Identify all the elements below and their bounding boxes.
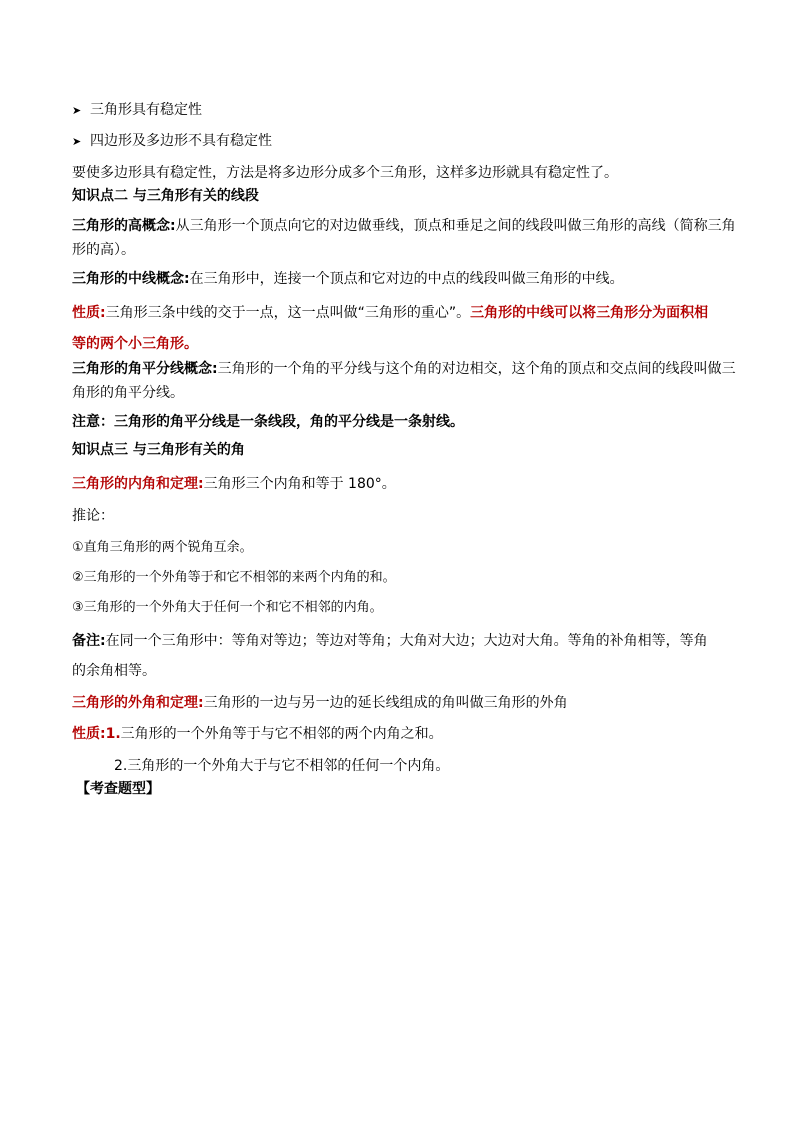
arrow-bullet-icon: ➤ (72, 104, 82, 117)
exterior-property-1: 性质:1.三角形的一个外角等于与它不相邻的两个内角之和。 (72, 726, 443, 742)
corollary-item: ②三角形的一个外角等于和它不相邻的来两个内角的和。 (72, 570, 396, 585)
note: 注意：三角形的角平分线是一条线段，角的平分线是一条射线。 (72, 414, 464, 430)
paragraph-stability: 要使多边形具有稳定性，方法是将多边形分成多个三角形，这样多边形就具有稳定性了。 (72, 165, 618, 181)
height-definition: 三角形的高概念:从三角形一个顶点向它的对边做垂线，顶点和垂足之间的线段叫做三角形的高线（简称三角 (72, 218, 736, 234)
bullet-item: ➤ 三角形具有稳定性 (72, 100, 202, 121)
bisector-definition-cont: 角形的角平分线。 (72, 385, 184, 401)
median-property: 性质:三角形三条中线的交于一点，这一点叫做“三角形的重心”。三角形的中线可以将三角形分为面积相 (72, 305, 709, 321)
exam-heading: 【考查题型】 (76, 781, 160, 797)
corollary-item: ③三角形的一个外角大于任何一个和它不相邻的内角。 (72, 600, 383, 615)
median-property-cont: 等的两个小三角形。 (72, 336, 198, 352)
section-heading: 知识点二 与三角形有关的线段 (72, 188, 259, 204)
median-definition: 三角形的中线概念:在三角形中，连接一个顶点和它对边的中点的线段叫做三角形的中线。 (72, 271, 624, 287)
corollary-item: ①直角三角形的两个锐角互余。 (72, 540, 253, 555)
interior-angle-theorem: 三角形的内角和定理:三角形三个内角和等于 180°。 (72, 476, 396, 492)
section-heading: 知识点三 与三角形有关的角 (72, 442, 245, 458)
remark-cont: 的余角相等。 (72, 663, 156, 679)
corollary-heading: 推论： (72, 508, 114, 524)
bisector-definition: 三角形的角平分线概念:三角形的一个角的平分线与这个角的对边相交，这个角的顶点和交点间的线段叫做三 (72, 361, 736, 377)
height-definition-cont: 形的高）。 (72, 242, 135, 258)
arrow-bullet-icon: ➤ (72, 135, 82, 148)
bullet-item: ➤ 四边形及多边形不具有稳定性 (72, 131, 272, 152)
exterior-property-2: 2.三角形的一个外角大于与它不相邻的任何一个内角。 (114, 758, 450, 774)
remark: 备注:在同一个三角形中：等角对等边；等边对等角；大角对大边；大边对大角。等角的补角相等，等角 (72, 633, 708, 649)
exterior-angle-theorem: 三角形的外角和定理:三角形的一边与另一边的延长线组成的角叫做三角形的外角 (72, 695, 568, 711)
